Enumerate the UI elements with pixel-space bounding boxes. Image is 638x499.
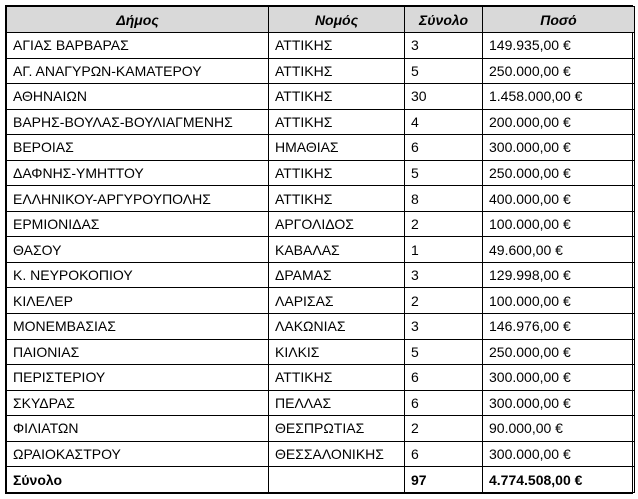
- cell-prefecture: ΚΑΒΑΛΑΣ: [269, 237, 405, 263]
- table-row: [7, 58, 635, 84]
- table-row: [7, 237, 635, 263]
- cell-municipality: ΣΚΥΔΡΑΣ: [7, 390, 269, 416]
- cell-total: 5: [405, 339, 483, 365]
- cell-municipality: Κ. ΝΕΥΡΟΚΟΠΙΟΥ: [7, 262, 269, 288]
- cell-total: 6: [405, 135, 483, 161]
- table-row: [7, 186, 635, 212]
- total-amount: 4.774.508,00 €: [483, 467, 635, 493]
- cell-amount: 100.000,00 €: [483, 288, 635, 314]
- cell-amount: 146.976,00 €: [483, 314, 635, 340]
- cell-municipality: ΚΙΛΕΛΕΡ: [7, 288, 269, 314]
- cell-total: 5: [405, 58, 483, 84]
- cell-municipality: ΠΑΙΟΝΙΑΣ: [7, 339, 269, 365]
- table-row: [7, 160, 635, 186]
- table-row: [7, 135, 635, 161]
- cell-total: 3: [405, 262, 483, 288]
- cell-total: 3: [405, 33, 483, 59]
- table-row: [7, 84, 635, 110]
- cell-municipality: ΕΛΛΗΝΙΚΟΥ-ΑΡΓΥΡΟΥΠΟΛΗΣ: [7, 186, 269, 212]
- total-row: [7, 467, 635, 493]
- cell-prefecture: ΛΑΡΙΣΑΣ: [269, 288, 405, 314]
- cell-total: 2: [405, 416, 483, 442]
- cell-municipality: ΒΕΡΟΙΑΣ: [7, 135, 269, 161]
- cell-total: 8: [405, 186, 483, 212]
- cell-prefecture: ΑΤΤΙΚΗΣ: [269, 33, 405, 59]
- table-row: [7, 390, 635, 416]
- cell-municipality: ΕΡΜΙΟΝΙΔΑΣ: [7, 211, 269, 237]
- header-municipality: Δήμος: [7, 7, 269, 33]
- cell-amount: 300.000,00 €: [483, 441, 635, 467]
- cell-amount: 400.000,00 €: [483, 186, 635, 212]
- cell-prefecture: ΑΤΤΙΚΗΣ: [269, 109, 405, 135]
- cell-prefecture: ΔΡΑΜΑΣ: [269, 262, 405, 288]
- cell-total: 2: [405, 211, 483, 237]
- cell-total: 2: [405, 288, 483, 314]
- cell-total: 3: [405, 314, 483, 340]
- cell-total: 6: [405, 365, 483, 391]
- cell-total: 5: [405, 160, 483, 186]
- cell-municipality: ΒΑΡΗΣ-ΒΟΥΛΑΣ-ΒΟΥΛΙΑΓΜΕΝΗΣ: [7, 109, 269, 135]
- total-label: Σύνολο: [7, 467, 269, 493]
- header-total: Σύνολο: [405, 7, 483, 33]
- cell-prefecture: ΛΑΚΩΝΙΑΣ: [269, 314, 405, 340]
- cell-prefecture: ΘΕΣΠΡΩΤΙΑΣ: [269, 416, 405, 442]
- cell-municipality: ΑΓ. ΑΝΑΓΥΡΩΝ-ΚΑΜΑΤΕΡΟΥ: [7, 58, 269, 84]
- cell-prefecture: ΘΕΣΣΑΛΟΝΙΚΗΣ: [269, 441, 405, 467]
- cell-municipality: ΜΟΝΕΜΒΑΣΙΑΣ: [7, 314, 269, 340]
- table-row: [7, 339, 635, 365]
- cell-prefecture: ΑΤΤΙΚΗΣ: [269, 365, 405, 391]
- cell-prefecture: ΑΡΓΟΛΙΔΟΣ: [269, 211, 405, 237]
- cell-total: 4: [405, 109, 483, 135]
- cell-amount: 300.000,00 €: [483, 390, 635, 416]
- cell-amount: 1.458.000,00 €: [483, 84, 635, 110]
- cell-amount: 200.000,00 €: [483, 109, 635, 135]
- cell-municipality: ΑΓΙΑΣ ΒΑΡΒΑΡΑΣ: [7, 33, 269, 59]
- cell-municipality: ΑΘΗΝΑΙΩΝ: [7, 84, 269, 110]
- cell-amount: 100.000,00 €: [483, 211, 635, 237]
- cell-amount: 250.000,00 €: [483, 160, 635, 186]
- cell-amount: 250.000,00 €: [483, 58, 635, 84]
- cell-prefecture: ΚΙΛΚΙΣ: [269, 339, 405, 365]
- cell-amount: 49.600,00 €: [483, 237, 635, 263]
- cell-total: 1: [405, 237, 483, 263]
- cell-municipality: ΦΙΛΙΑΤΩΝ: [7, 416, 269, 442]
- cell-total: 6: [405, 441, 483, 467]
- cell-amount: 300.000,00 €: [483, 135, 635, 161]
- header-amount: Ποσό: [483, 7, 635, 33]
- cell-municipality: ΠΕΡΙΣΤΕΡΙΟΥ: [7, 365, 269, 391]
- funding-table-container: [5, 5, 633, 494]
- total-count: 97: [405, 467, 483, 493]
- table-row: [7, 109, 635, 135]
- total-prefecture: [269, 467, 405, 493]
- table-row: [7, 416, 635, 442]
- cell-amount: 90.000,00 €: [483, 416, 635, 442]
- table-row: [7, 33, 635, 59]
- cell-prefecture: ΑΤΤΙΚΗΣ: [269, 84, 405, 110]
- table-row: [7, 314, 635, 340]
- cell-amount: 129.998,00 €: [483, 262, 635, 288]
- header-prefecture: Νομός: [269, 7, 405, 33]
- table-row: [7, 262, 635, 288]
- cell-municipality: ΔΑΦΝΗΣ-ΥΜΗΤΤΟΥ: [7, 160, 269, 186]
- cell-municipality: ΘΑΣΟΥ: [7, 237, 269, 263]
- table-row: [7, 288, 635, 314]
- cell-prefecture: ΑΤΤΙΚΗΣ: [269, 186, 405, 212]
- cell-total: 6: [405, 390, 483, 416]
- cell-prefecture: ΑΤΤΙΚΗΣ: [269, 58, 405, 84]
- cell-prefecture: ΠΕΛΛΑΣ: [269, 390, 405, 416]
- table-row: [7, 211, 635, 237]
- funding-table: [6, 6, 635, 493]
- table-header-row: [7, 7, 635, 33]
- cell-total: 30: [405, 84, 483, 110]
- cell-prefecture: ΑΤΤΙΚΗΣ: [269, 160, 405, 186]
- table-row: [7, 365, 635, 391]
- cell-prefecture: ΗΜΑΘΙΑΣ: [269, 135, 405, 161]
- cell-amount: 300.000,00 €: [483, 365, 635, 391]
- table-row: [7, 441, 635, 467]
- cell-municipality: ΩΡΑΙΟΚΑΣΤΡΟΥ: [7, 441, 269, 467]
- cell-amount: 149.935,00 €: [483, 33, 635, 59]
- cell-amount: 250.000,00 €: [483, 339, 635, 365]
